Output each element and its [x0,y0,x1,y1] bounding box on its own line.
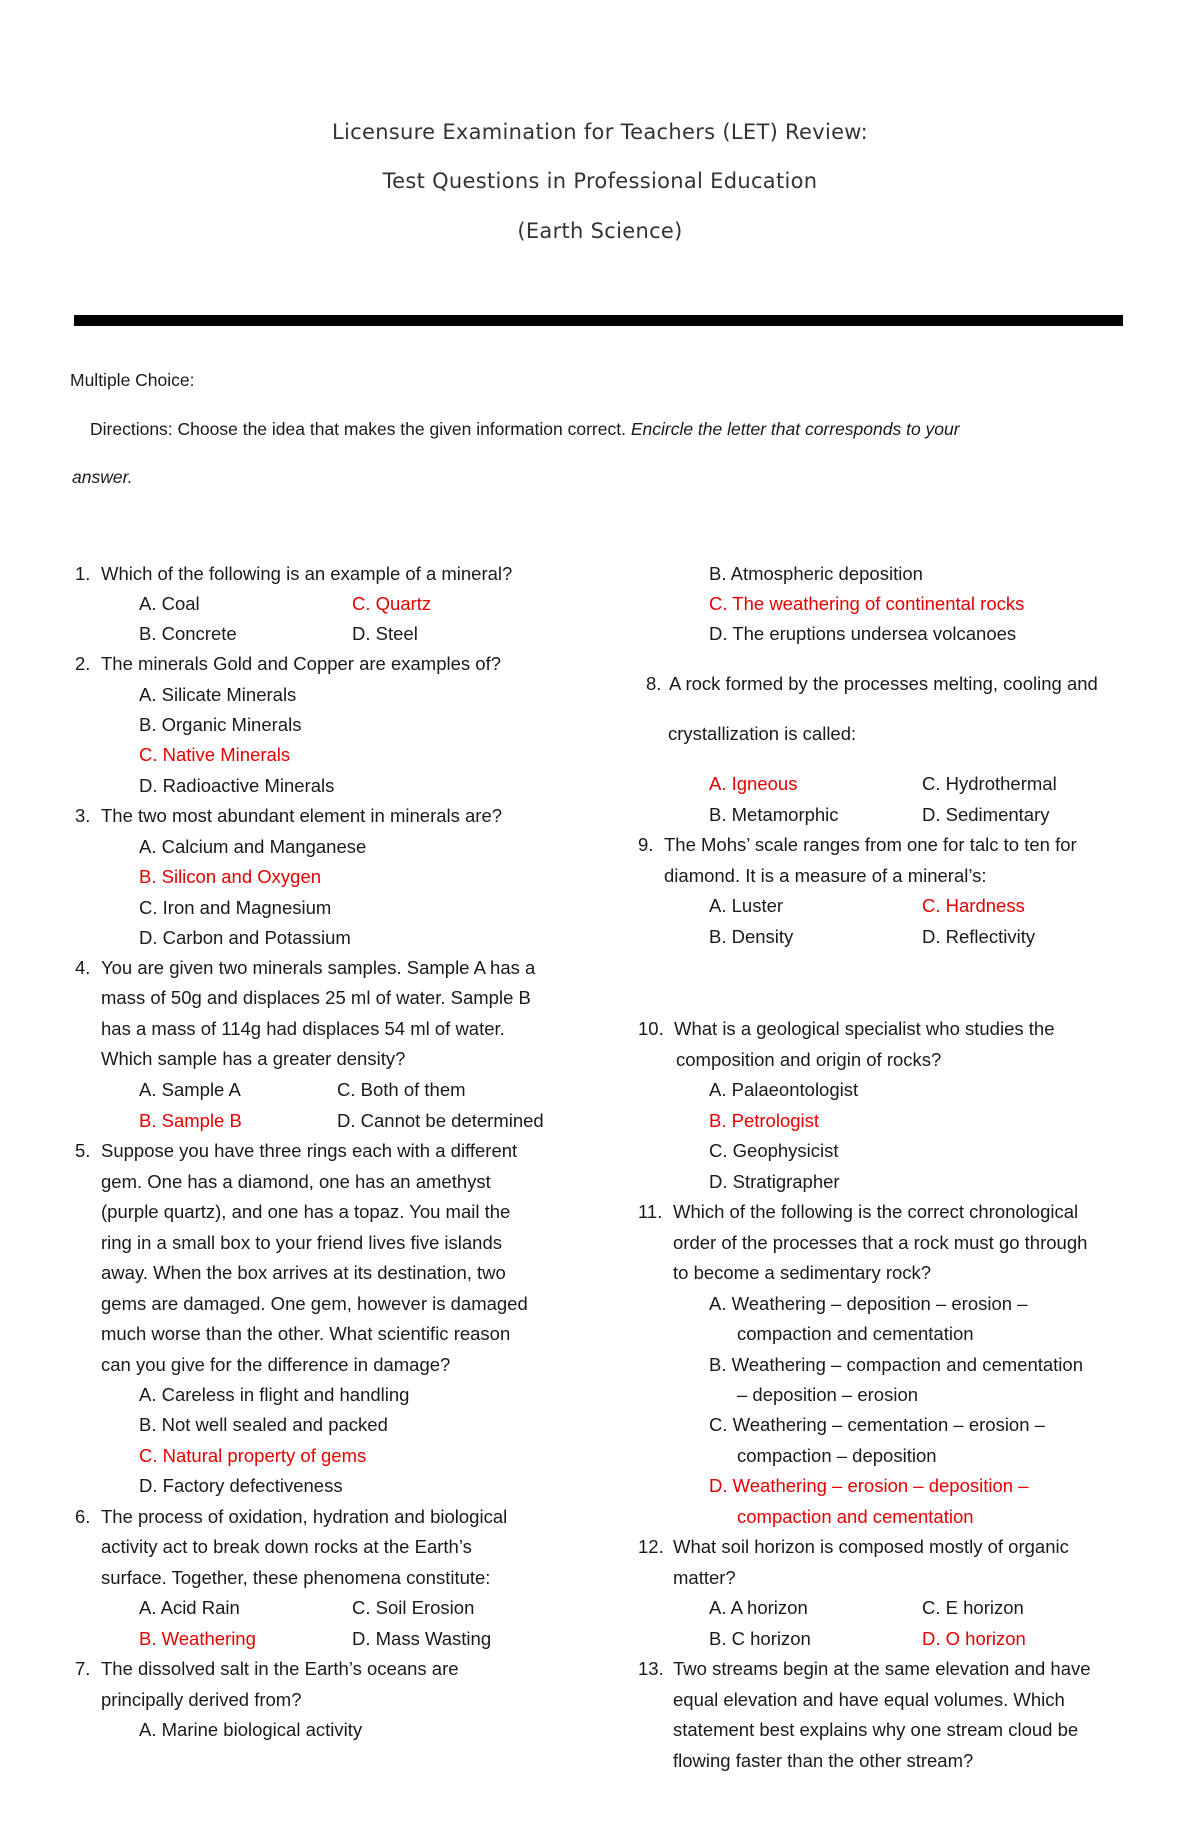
q5-line-2: gem. One has a diamond, one has an amethyst [101,1171,491,1192]
q2-option-b[interactable]: B. Organic Minerals [139,714,302,735]
q4-line-2: mass of 50g and displaces 25 ml of water. Sample B [101,987,531,1008]
q6-option-d[interactable]: D. Mass Wasting [352,1628,492,1649]
q1-option-d[interactable]: D. Steel [352,623,418,644]
q9-line-2: diamond. It is a measure of a mineral’s: [664,865,987,886]
q2-text: The minerals Gold and Copper are examples of? [101,653,502,674]
q4-option-d[interactable]: D. Cannot be determined [337,1110,544,1131]
q1-option-a[interactable]: A. Coal [139,593,200,614]
q10-number: 10. [638,1018,664,1039]
q8-option-a-answer[interactable]: A. Igneous [709,773,798,794]
q4-line-1: You are given two minerals samples. Sample A has a [101,957,536,978]
directions-italic: Encircle the letter that corresponds to your [630,419,960,439]
q6-line-3: surface. Together, these phenomena constitute: [101,1567,491,1588]
q7-option-c-answer[interactable]: C. The weathering of continental rocks [709,593,1025,614]
q10-option-c[interactable]: C. Geophysicist [709,1140,839,1161]
q8-option-c[interactable]: C. Hydrothermal [922,773,1057,794]
q5-line-8: can you give for the difference in damage? [101,1354,451,1375]
q5-option-c-answer[interactable]: C. Natural property of gems [139,1445,367,1466]
q1-text: Which of the following is an example of a mineral? [101,563,513,584]
q7-line-2: principally derived from? [101,1689,302,1710]
q6-option-c[interactable]: C. Soil Erosion [352,1597,475,1618]
q9-option-a[interactable]: A. Luster [709,895,784,916]
q1-option-c-answer[interactable]: C. Quartz [352,593,432,614]
q2-option-d[interactable]: D. Radioactive Minerals [139,775,335,796]
q6-option-a[interactable]: A. Acid Rain [139,1597,240,1618]
q3-number: 3. [75,805,91,826]
q10-line-2: composition and origin of rocks? [676,1049,942,1070]
q13-line-2: equal elevation and have equal volumes. Which [673,1689,1065,1710]
q3-option-d[interactable]: D. Carbon and Potassium [139,927,351,948]
doc-title-line-1: Licensure Examination for Teachers (LET) Review: [332,120,868,144]
q5-line-7: much worse than the other. What scientific reason [101,1323,511,1344]
q6-number: 6. [75,1506,91,1527]
q9-option-d[interactable]: D. Reflectivity [922,926,1036,947]
q4-line-3: has a mass of 114g had displaces 54 ml of water. [101,1018,505,1039]
q11-line-2: order of the processes that a rock must go through [673,1232,1088,1253]
section-label: Multiple Choice: [70,370,195,390]
header-divider [74,315,1123,326]
q10-option-a[interactable]: A. Palaeontologist [709,1079,859,1100]
q5-line-3: (purple quartz), and one has a topaz. You mail the [101,1201,511,1222]
q2-option-a[interactable]: A. Silicate Minerals [139,684,297,705]
q5-option-b[interactable]: B. Not well sealed and packed [139,1414,388,1435]
q12-option-d-answer[interactable]: D. O horizon [922,1628,1026,1649]
q8-line-1: A rock formed by the processes melting, cooling and [669,673,1098,694]
q5-line-6: gems are damaged. One gem, however is damaged [101,1293,528,1314]
q13-line-1: Two streams begin at the same elevation and have [673,1658,1091,1679]
q13-line-3: statement best explains why one stream cloud be [673,1719,1079,1740]
q12-number: 12. [638,1536,664,1557]
q12-option-b[interactable]: B. C horizon [709,1628,811,1649]
doc-title-line-2: Test Questions in Professional Education [382,169,818,193]
q12-line-1: What soil horizon is composed mostly of organic [673,1536,1069,1557]
q11-option-b-cont: – deposition – erosion [737,1384,919,1405]
q8-option-b[interactable]: B. Metamorphic [709,804,839,825]
q12-option-c[interactable]: C. E horizon [922,1597,1024,1618]
q11-number: 11. [638,1201,663,1222]
q5-option-d[interactable]: D. Factory defectiveness [139,1475,343,1496]
q9-option-b[interactable]: B. Density [709,926,794,947]
q2-number: 2. [75,653,91,674]
q5-line-5: away. When the box arrives at its destination, two [101,1262,506,1283]
q11-option-d-answer[interactable]: D. Weathering – erosion – deposition – [709,1475,1029,1496]
q11-option-b[interactable]: B. Weathering – compaction and cementation [709,1354,1083,1375]
directions [90,419,960,440]
q11-option-d-answer-cont: compaction and cementation [737,1506,974,1527]
q10-option-d[interactable]: D. Stratigrapher [709,1171,840,1192]
q7-line-1: The dissolved salt in the Earth’s oceans are [101,1658,459,1679]
q4-option-c[interactable]: C. Both of them [337,1079,466,1100]
q8-option-d[interactable]: D. Sedimentary [922,804,1050,825]
q5-number: 5. [75,1140,91,1161]
q3-text: The two most abundant element in minerals are? [101,805,503,826]
q13-number: 13. [638,1658,664,1679]
q7-option-a[interactable]: A. Marine biological activity [139,1719,363,1740]
q1-number: 1. [75,563,91,584]
q6-option-b-answer[interactable]: B. Weathering [139,1628,256,1649]
q3-option-a[interactable]: A. Calcium and Manganese [139,836,367,857]
q11-option-a-cont: compaction and cementation [737,1323,974,1344]
q11-option-a[interactable]: A. Weathering – deposition – erosion – [709,1293,1028,1314]
q10-line-1: What is a geological specialist who studies the [674,1018,1055,1039]
q7-number: 7. [75,1658,91,1679]
q7-option-b[interactable]: B. Atmospheric deposition [709,563,923,584]
doc-title-line-3: (Earth Science) [517,219,683,243]
q9-line-1: The Mohs’ scale ranges from one for talc to ten for [664,834,1077,855]
q4-option-a[interactable]: A. Sample A [139,1079,241,1100]
q5-option-a[interactable]: A. Careless in flight and handling [139,1384,410,1405]
q12-option-a[interactable]: A. A horizon [709,1597,808,1618]
q9-number: 9. [638,834,654,855]
directions-lead: Directions: Choose the idea that makes the given information correct. [90,419,631,439]
q6-line-1: The process of oxidation, hydration and biological [101,1506,508,1527]
q5-line-1: Suppose you have three rings each with a different [101,1140,518,1161]
q4-option-b-answer[interactable]: B. Sample B [139,1110,242,1131]
q8-line-2: crystallization is called: [668,723,857,744]
q9-option-c-answer[interactable]: C. Hardness [922,895,1025,916]
q8-number: 8. [646,673,662,694]
q2-option-c-answer[interactable]: C. Native Minerals [139,744,291,765]
q11-option-c-cont: compaction – deposition [737,1445,937,1466]
q10-option-b-answer[interactable]: B. Petrologist [709,1110,820,1131]
q6-line-2: activity act to break down rocks at the Earth’s [101,1536,472,1557]
q11-line-3: to become a sedimentary rock? [673,1262,932,1283]
q13-line-4: flowing faster than the other stream? [673,1750,974,1771]
q5-line-4: ring in a small box to your friend lives five islands [101,1232,503,1253]
q1-option-b[interactable]: B. Concrete [139,623,237,644]
q3-option-c[interactable]: C. Iron and Magnesium [139,897,332,918]
q11-option-c[interactable]: C. Weathering – cementation – erosion – [709,1414,1045,1435]
q4-line-4: Which sample has a greater density? [101,1048,406,1069]
q3-option-b-answer[interactable]: B. Silicon and Oxygen [139,866,322,887]
q7-option-d[interactable]: D. The eruptions undersea volcanoes [709,623,1017,644]
q12-line-2: matter? [673,1567,736,1588]
directions-cont: answer. [72,467,133,487]
q4-number: 4. [75,957,91,978]
q11-line-1: Which of the following is the correct chronological [673,1201,1079,1222]
